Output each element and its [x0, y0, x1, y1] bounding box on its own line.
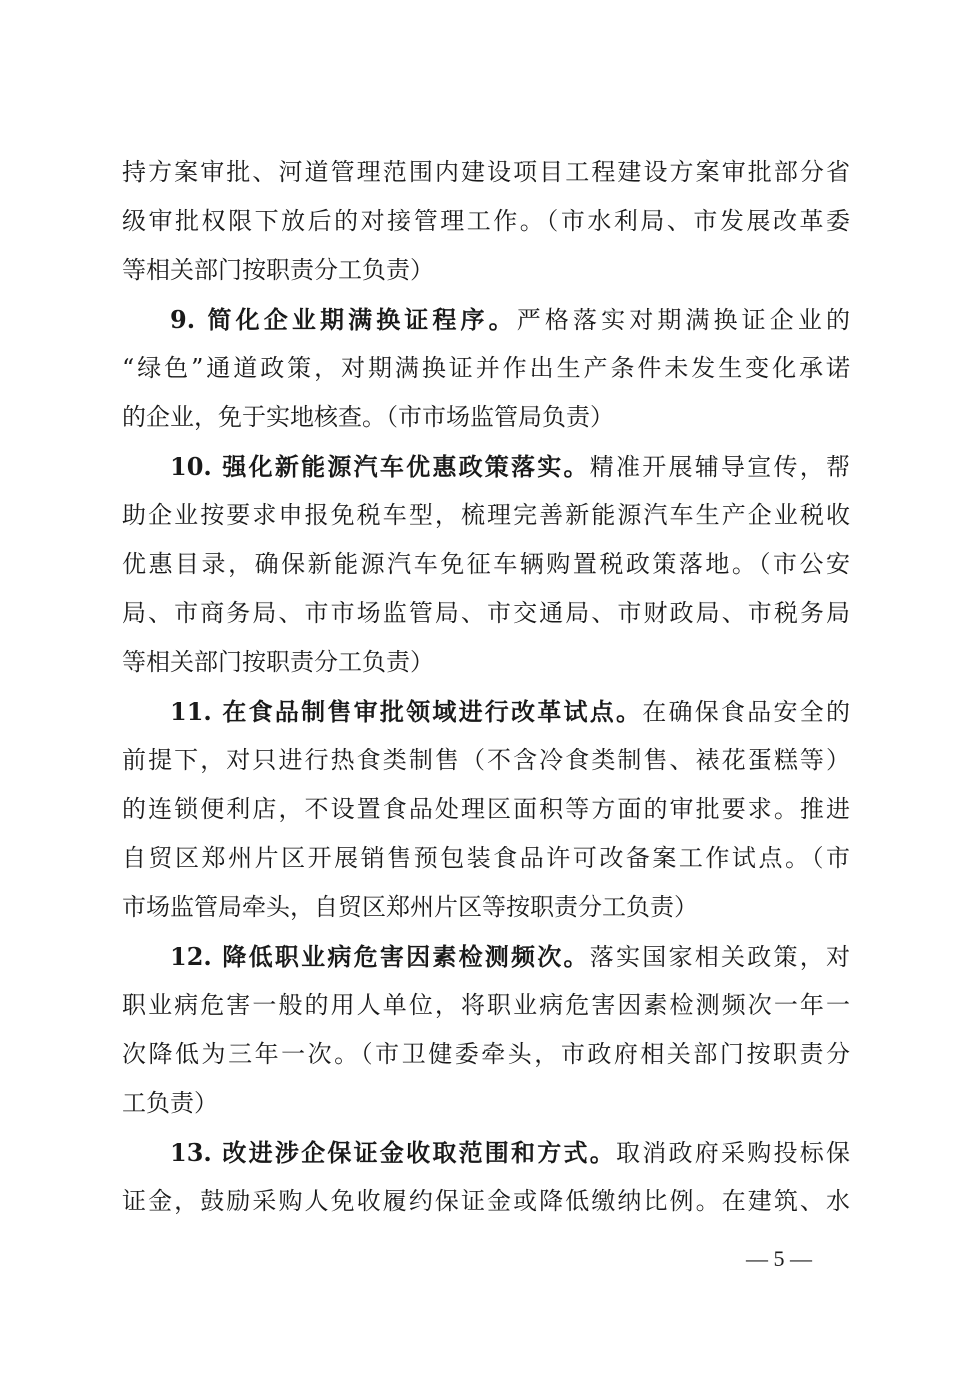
text-line: 的企业，免于实地核查。（市市场监管局负责）: [122, 403, 614, 431]
text-run: 落实国家相关政策，对: [589, 943, 851, 971]
text-line: 工负责）: [122, 1089, 218, 1117]
text-line: 次降低为三年一次。（市卫健委牵头，市政府相关部门按职责分: [122, 1040, 850, 1068]
text-line: 等相关部门按职责分工负责）: [122, 648, 434, 676]
item-heading-line: [122, 687, 850, 736]
text-line: 助企业按要求申报免税车型，梳理完善新能源汽车生产企业税收: [122, 501, 850, 529]
text-line: 证金，鼓励采购人免收履约保证金或降低缴纳比例。在建筑、水: [122, 1187, 850, 1215]
item-12-heading: 12. 降低职业病危害因素检测频次。: [170, 942, 590, 971]
item-10-heading: 10. 强化新能源汽车优惠政策落实。: [170, 452, 590, 481]
text-run: 取消政府采购投标保: [616, 1139, 851, 1167]
text-run: 在确保食品安全的: [642, 698, 850, 726]
document-body: [122, 148, 850, 1226]
text-line: 前提下，对只进行热食类制售（不含冷食类制售、裱花蛋糕等）: [122, 746, 850, 774]
item-13-heading: 13. 改进涉企保证金收取范围和方式。: [170, 1138, 617, 1167]
text-line: 自贸区郑州片区开展销售预包装食品许可改备案工作试点。（市: [122, 844, 850, 872]
text-line: 市场监管局牵头，自贸区郑州片区等按职责分工负责）: [122, 893, 698, 921]
text-run: 严格落实对期满换证企业的: [516, 306, 850, 334]
text-line: 职业病危害一般的用人单位，将职业病危害因素检测频次一年一: [122, 991, 850, 1019]
text-run: 精准开展辅导宣传，帮: [589, 453, 851, 481]
text-line: 等相关部门按职责分工负责）: [122, 256, 434, 284]
item-heading-line: [122, 932, 850, 981]
item-heading-line: [122, 295, 850, 344]
item-heading-line: [122, 442, 850, 491]
text-line: 持方案审批、河道管理范围内建设项目工程建设方案审批部分省: [122, 158, 850, 186]
text-line: “绿色”通道政策，对期满换证并作出生产条件未发生变化承诺: [122, 354, 850, 382]
text-line: 优惠目录，确保新能源汽车免征车辆购置税政策落地。（市公安: [122, 550, 850, 578]
text-line: 的连锁便利店，不设置食品处理区面积等方面的审批要求。推进: [122, 795, 850, 823]
text-line: 级审批权限下放后的对接管理工作。（市水利局、市发展改革委: [122, 207, 850, 235]
item-heading-line: [122, 1128, 850, 1177]
item-11-heading: 11. 在食品制售审批领域进行改革试点。: [170, 697, 643, 726]
page-number: — 5 —: [746, 1246, 812, 1271]
item-9-heading: 9. 简化企业期满换证程序。: [170, 305, 517, 334]
text-line: 局、市商务局、市市场监管局、市交通局、市财政局、市税务局: [122, 599, 850, 627]
